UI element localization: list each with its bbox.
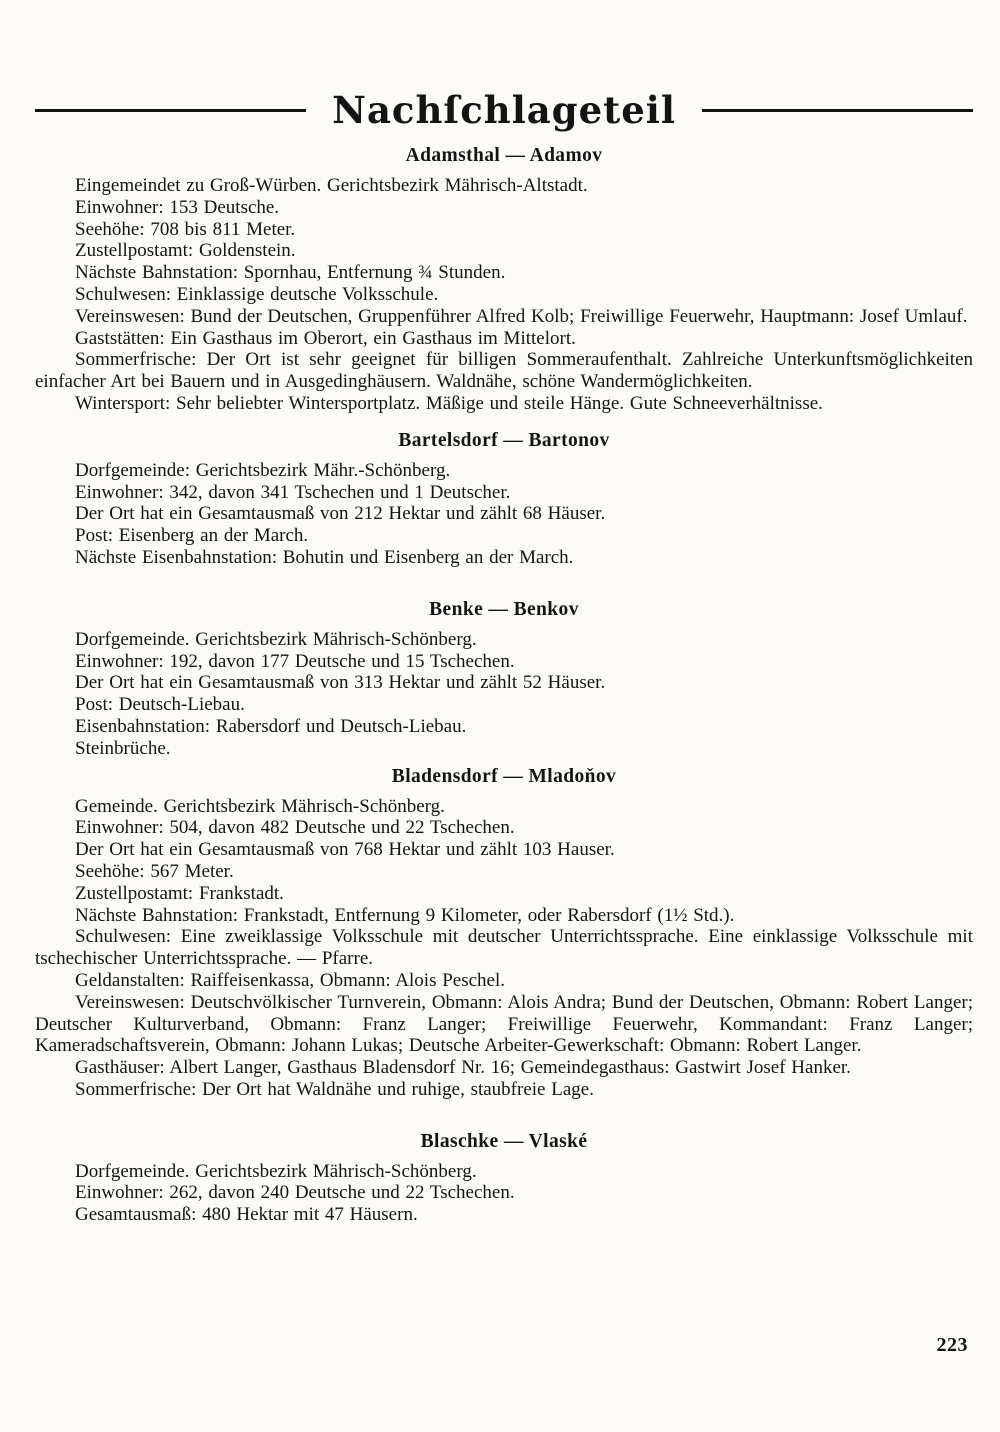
- section-bartelsdorf: [35, 430, 973, 569]
- section-blaschke: [35, 1131, 973, 1226]
- paragraph: Gasthäuser: Albert Langer, Gasthaus Bladensdorf Nr. 16; Gemeindegasthaus: Gastwirt Josef Hanker.: [75, 1057, 851, 1079]
- paragraph: Wintersport: Sehr beliebter Wintersportplatz. Mäßige und steile Hänge. Gute Schneeverhältnisse.: [75, 392, 823, 414]
- paragraph: Eisenbahnstation: Rabersdorf und Deutsch-Liebau.: [75, 715, 467, 737]
- page-title: Nachſchlageteil: [332, 88, 676, 132]
- paragraph: Sommerfrische: Der Ort hat Waldnähe und ruhige, staubfreie Lage.: [75, 1078, 594, 1100]
- page-number: 223: [936, 1334, 968, 1356]
- section-heading: Benke — Benkov: [429, 598, 579, 620]
- paragraph: Der Ort hat ein Gesamtausmaß von 768 Hektar und zählt 103 Hauser.: [75, 839, 615, 861]
- paragraph: Vereinswesen: Bund der Deutschen, Gruppenführer Alfred Kolb; Freiwillige Feuerwehr, Hauptmann: Josef Umlauf.: [75, 305, 968, 327]
- section-benke: [35, 599, 973, 760]
- section-heading: Blaschke — Vlaské: [420, 1130, 588, 1152]
- paragraph: Einwohner: 192, davon 177 Deutsche und 15 Tschechen.: [75, 650, 515, 672]
- paragraph: Dorfgemeinde: Gerichtsbezirk Mähr.-Schönberg.: [75, 459, 451, 481]
- paragraph: Einwohner: 153 Deutsche.: [75, 196, 280, 218]
- title-rule-left: [35, 109, 306, 112]
- section-heading: Bartelsdorf — Bartonov: [398, 429, 610, 451]
- paragraph: Schulwesen: Eine zweiklassige Volksschule mit deutscher Unterrichtssprache. Eine einklassige Volksschule mit tschechischer Unterrichtssprache. — Pfarre.: [35, 926, 973, 970]
- paragraph: Gaststätten: Ein Gasthaus im Oberort, ein Gasthaus im Mittelort.: [75, 327, 576, 349]
- paragraph: Nächste Eisenbahnstation: Bohutin und Eisenberg an der March.: [75, 546, 574, 568]
- paragraph: Gesamtausmaß: 480 Hektar mit 47 Häusern.: [75, 1204, 418, 1226]
- section-heading: Adamsthal — Adamov: [405, 145, 603, 166]
- paragraph: Steinbrüche.: [75, 737, 171, 759]
- paragraph: Nächste Bahnstation: Frankstadt, Entfernung 9 Kilometer, oder Rabersdorf (1½ Std.).: [75, 904, 735, 926]
- paragraph: Gemeinde. Gerichtsbezirk Mährisch-Schönberg.: [75, 795, 445, 817]
- paragraph: Zustellpostamt: Frankstadt.: [75, 882, 284, 904]
- title-rule-right: [702, 109, 973, 112]
- paragraph: Vereinswesen: Deutschvölkischer Turnverein, Obmann: Alois Andra; Bund der Deutschen, Obmann: Robert Langer; Deutscher Kulturverband, Obmann: Franz Langer; Freiwillige Feuerwehr, Kommandant: Franz Langer; Kameradschaftsverein, Obmann: Johann Lukas; Deutsche Arbeiter-Gewerkschaft: Obmann: Robert Langer.: [35, 991, 973, 1057]
- paragraph: Geldanstalten: Raiffeisenkassa, Obmann: Alois Peschel.: [75, 969, 506, 991]
- paragraph: Zustellpostamt: Goldenstein.: [75, 240, 296, 262]
- paragraph: Post: Deutsch-Liebau.: [75, 694, 245, 716]
- paragraph: Der Ort hat ein Gesamtausmaß von 313 Hektar und zählt 52 Häuser.: [75, 672, 606, 694]
- paragraph: Einwohner: 504, davon 482 Deutsche und 22 Tschechen.: [75, 817, 515, 839]
- paragraph: Seehöhe: 708 bis 811 Meter.: [75, 218, 296, 240]
- section-bladensdorf: [35, 766, 973, 1101]
- section-heading: Bladensdorf — Mladoňov: [391, 765, 617, 787]
- paragraph: Sommerfrische: Der Ort ist sehr geeignet für billigen Sommeraufenthalt. Zahlreiche Unterkunftsmöglichkeiten einfacher Art bei Bauern und in Ausgedinghäusern. Waldnähe, schöne Wandermöglichkeiten.: [35, 349, 973, 393]
- paragraph: Einwohner: 342, davon 341 Tschechen und 1 Deutscher.: [75, 481, 511, 503]
- section-adamsthal: [35, 145, 973, 415]
- paragraph: Dorfgemeinde. Gerichtsbezirk Mährisch-Schönberg.: [75, 1160, 477, 1182]
- paragraph: Einwohner: 262, davon 240 Deutsche und 22 Tschechen.: [75, 1182, 515, 1204]
- paragraph: Der Ort hat ein Gesamtausmaß von 212 Hektar und zählt 68 Häuser.: [75, 503, 606, 525]
- paragraph: Schulwesen: Einklassige deutsche Volksschule.: [75, 283, 439, 305]
- paragraph: Nächste Bahnstation: Spornhau, Entfernung ¾ Stunden.: [75, 262, 506, 284]
- title-row: [35, 88, 973, 132]
- paragraph: Eingemeindet zu Groß-Würben. Gerichtsbezirk Mährisch-Altstadt.: [75, 175, 588, 196]
- paragraph: Seehöhe: 567 Meter.: [75, 860, 234, 882]
- paragraph: Post: Eisenberg an der March.: [75, 525, 309, 547]
- paragraph: Dorfgemeinde. Gerichtsbezirk Mährisch-Schönberg.: [75, 628, 477, 650]
